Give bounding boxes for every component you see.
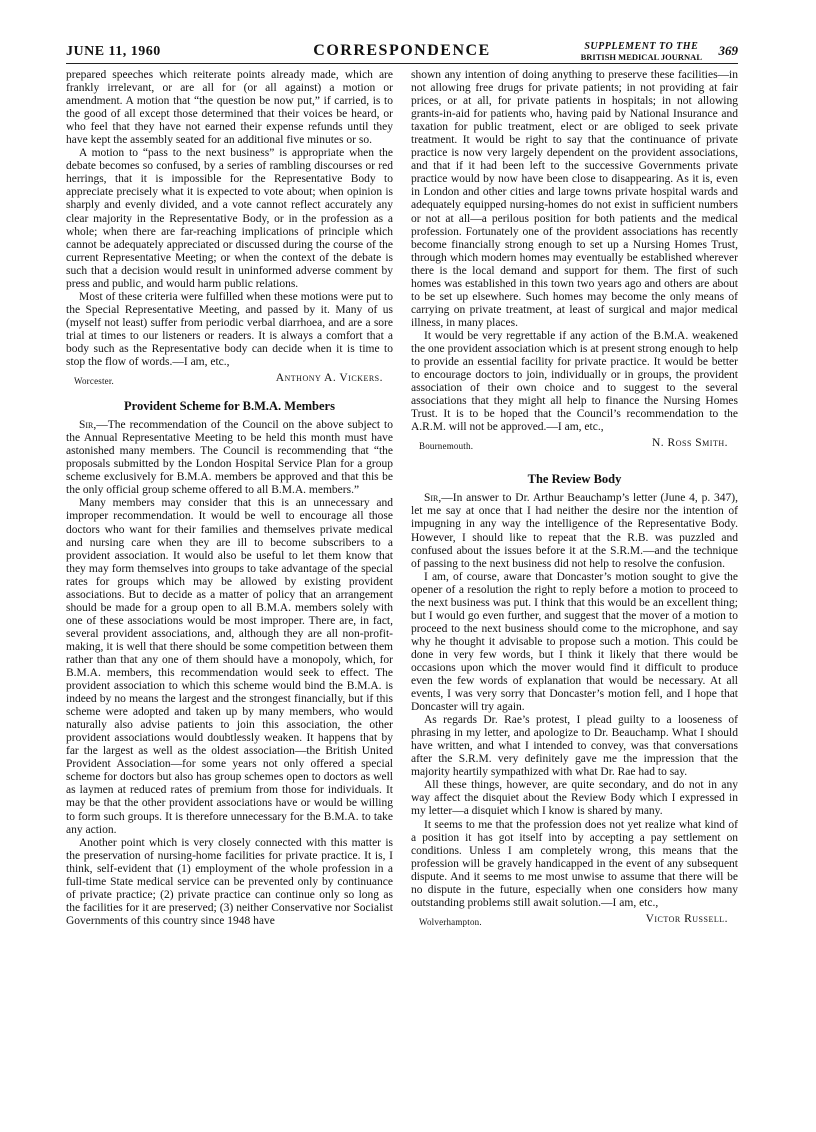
letter3-place: Wolverhampton.: [419, 916, 482, 927]
letter2-first-paragraph: [66, 419, 393, 497]
letter2-heading: Provident Scheme for B.M.A. Members: [124, 399, 335, 414]
letter3-paragraph: I am, of course, aware that Doncaster’s motion sought to give the opener of a resolution the right to reply before a motion to proceed to the next business was put. I think that this would be an excellent thing; but I would go even further, and suggest that the mover of a motion to proceed to the next business should come to the microphone, and say why he thought it advisable to propose such a motion. This could be done in very few words, but I think it likely that there would be occasions upon which the mover would find it difficult to produce even the few words of explanation that would be necessary. At all events, I was very sorry that Doncaster’s motion fell, and I hope that Doncaster will try again.: [411, 570, 738, 714]
page-header: [66, 42, 738, 62]
letter2-paragraph: Many members may consider that this is an unnecessary and improper recommendation. It would be well to encourage all those doctors who want for their families and themselves private medical and nursing care when they are ill to become subscribers to a provident association. It would also be useful to let them know that they may form themselves into groups to take advantage of the special rates for groups which may be allowed by existing provident associations. But to decide as a matter of policy that an arrangement should be made for a group open to all B.M.A. members solely with one of these associations would be most improper. There are, in fact, several provident associations, and, although they are all non-profit-making, it is well that there should be some competition between them rather than that any one of them should have a monopoly, which, for B.M.A. members, this recommendation would seek to effect. The provident association to which this scheme would bind the B.M.A. is indeed by no means the largest and the strongest financially, but if this scheme were adopted and taken up by many members, who would naturally also advise patients to join this association, the other provident associations would doubtlessly weaken. It happens that by far the largest as well as the oldest association—the British United Provident Association—for some years not only offered a special scheme for doctors but also has group schemes open to doctors as well as laymen at reduced rates of premium from those for individuals. It may be that the other provident associations have or would be willing to form such groups. It is therefore unnecessary for the B.M.A. to take any action.: [66, 497, 393, 836]
letter1-paragraph: Most of these criteria were fulfilled when these motions were put to the Special Representative Meeting, and passed by it. Many of us (myself not least) suffer from periodic verbal diarrhoea, and are a sore trial at times to our listeners or readers. It is always a comfort that a body such as the Representative body can decide when it is time to stop the flow of words.—I am, etc.,: [66, 290, 393, 369]
letter2-author: N. Ross Smith.: [652, 437, 728, 450]
letter3-first-paragraph: [411, 492, 738, 570]
letter3-first-text: —In answer to Dr. Arthur Beauchamp’s letter (June 4, p. 347), let me say at once that I had neither the desire nor the intention of impugning in any way the intelligence of the Representative Body. However, I should like to repeat that the R.B. was puzzled and confused about the issues before it at the S.R.M.—and the technique of passing to the next business did not help to resolve the confusion.: [411, 492, 738, 570]
letter1-place: Worcester.: [74, 376, 115, 387]
letter3-paragraph: It seems to me that the profession does not yet realize what kind of a position it has got itself into by accepting a pay settlement on conditions. Unless I am completely wrong, this means that the profession will be gravely handicapped in the event of any subsequent dispute. And it seems to me most unwise to assume that there will be no dispute in the future, especially when one considers how many outstanding problems still await solution.—I am, etc.,: [411, 818, 738, 909]
journal-supplement: [581, 42, 702, 62]
page-number: 369: [718, 43, 738, 58]
letter2-place: Bournemouth.: [419, 441, 474, 452]
left-column: [66, 69, 393, 928]
issue-date: JUNE 11, 1960: [66, 44, 161, 59]
supplement-line-1: SUPPLEMENT TO THE: [584, 41, 699, 52]
letter2-paragraph-continuation: shown any intention of doing anything to preserve these facilities—in not allowing free drugs for private patients; in not providing at fair prices, or at all, for private patients in hospitals; in not allowing grants-in-aid for patients who, having paid by National Insurance and taxation for public treatment, elect or are obliged to seek private treatment. It would be right to say that the continuance of private practice is now very largely dependent on the provident associations, and that if it had been left to the successive Governments private practice would by now have been close to disappearing. As it is, even in London and other cities and large towns private hospital wards and adequately equipped nursing-homes do not exist in sufficient numbers or not at all—a perilous position for both patients and the medical profession. Fortunately one of the provident associations has recently become financially strong enough to set up a Nursing Homes Trust, through which modern homes may eventually be established wherever there is the local demand and support for them. The first of such homes was established in this town two years ago and others are about to be set up elsewhere. Such homes may become the only means of carrying on private treatment, at least of surgical and major medical illness, in many places.: [411, 69, 738, 329]
letter2-first-text: —The recommendation of the Council on the above subject to the Annual Representative Meeting to be held this month must have astonished many members. The Council is recommending that “the proposals submitted by the London Hospital Service Plan for a group scheme exclusively for B.M.A. members be approved and that this be the only official group scheme offered to all B.M.A. members.”: [66, 419, 393, 497]
letter2-salutation: Sir,: [79, 419, 97, 432]
letter3-heading: The Review Body: [527, 472, 622, 487]
letter3-salutation: Sir,: [424, 492, 442, 505]
letter3-paragraph: As regards Dr. Rae’s protest, I plead guilty to a looseness of phrasing in my letter, and apologize to Dr. Beauchamp. What I should have written, and what I intended to convey, was that conversations after the S.R.M. very definitely gave me the impression that the majority heartily sympathized with what Dr. Rae had to say.: [411, 714, 738, 779]
right-column: [411, 69, 738, 929]
letter3-paragraph: All these things, however, are quite secondary, and do not in any way affect the disquiet about the Review Body which I expressed in my letter—a disquiet which I know is shared by many.: [411, 779, 738, 818]
letter3-author: Victor Russell.: [645, 912, 728, 925]
letter1-signature: [66, 372, 393, 388]
letter2-signature: [411, 437, 738, 453]
section-title: CORRESPONDENCE: [313, 42, 491, 59]
letter1-paragraph: A motion to “pass to the next business” is appropriate when the debate becomes so confused, by a series of rambling discourses or red herrings, that it is impossible for the Representative Body to appreciate precisely what it is expected to vote about; when opinion is sharply and evenly divided, and a vote cannot reflect accurately any clear majority in the Representative Body, or in the profession as a whole; when there are far-reaching implications of principle which cannot be adequately appreciated or discussed during the course of the current Representative Meeting; or when the context of the debate is such that a decision would result in uninformed adverse comment by press and public, and would harm public relations.: [66, 147, 393, 290]
letter1-paragraph: prepared speeches which reiterate points already made, which are frankly irrelevant, or are all for (or all against) a motion or amendment. A motion that “the question be now put,” if carried, is to the good of all except those determined that their voices be heard, or who feel that they have not earned their expense refunds until they have kept the assembly seated for an additional five minutes or so.: [66, 69, 393, 147]
header-rule: [66, 63, 738, 64]
letter2-paragraph-continued: Another point which is very closely connected with this matter is the preservation of nursing-home facilities for private practice. It is, I think, self-evident that (1) employment of the whole profession in a full-time State medical service can be prevented only by continuance of private practice; (2) private practice can continue only so long as the facilities for it are preserved; (3) neither Conservative nor Socialist Governments of this country since 1948 have: [66, 836, 393, 927]
letter2-paragraph: It would be very regrettable if any action of the B.M.A. weakened the one provident association which is at present strong enough to help to provide an essential facility for private practice. It would be better to encourage doctors to join, individually or in groups, the provident association of their own choice and to suggest to the several associations that they might all help to finance the Nursing Homes Trust. It is to be hoped that the Council’s recommendation to the A.R.M. will not be approved.—I am, etc.,: [411, 329, 738, 434]
letter3-signature: [411, 913, 738, 929]
supplement-line-2: BRITISH MEDICAL JOURNAL: [580, 52, 702, 62]
letter1-author: Anthony A. Vickers.: [275, 372, 383, 385]
